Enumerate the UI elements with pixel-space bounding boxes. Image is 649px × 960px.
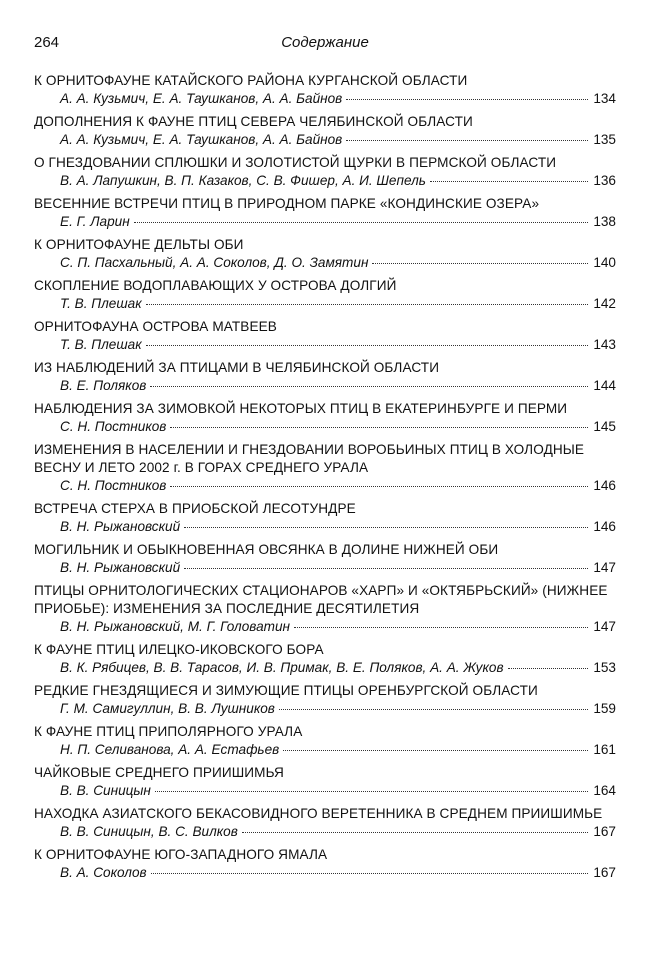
entry-title: СКОПЛЕНИЕ ВОДОПЛАВАЮЩИХ У ОСТРОВА ДОЛГИЙ bbox=[34, 278, 397, 293]
entry-page-number: 136 bbox=[593, 173, 616, 188]
dot-leader bbox=[151, 873, 588, 874]
entry-authors-line bbox=[34, 700, 616, 718]
entry-title: ПТИЦЫ ОРНИТОЛОГИЧЕСКИХ СТАЦИОНАРОВ «ХАРП» И «ОКТЯБРЬСКИЙ» (НИЖНЕЕ ПРИОБЬЕ): ИЗМЕНЕНИЯ ЗА ПОСЛЕДНИЕ ДЕСЯТИЛЕТИЯ bbox=[34, 583, 608, 616]
entry-page-number: 146 bbox=[593, 478, 616, 493]
entry-authors-line bbox=[34, 295, 616, 313]
toc-entry bbox=[34, 400, 616, 436]
dot-leader bbox=[430, 181, 588, 182]
toc-entry bbox=[34, 277, 616, 313]
entry-page-number: 146 bbox=[593, 519, 616, 534]
toc-entry bbox=[34, 846, 616, 882]
entry-page-number: 159 bbox=[593, 701, 616, 716]
entry-authors-line bbox=[34, 782, 616, 800]
toc-entry bbox=[34, 359, 616, 395]
entry-title: ИЗМЕНЕНИЯ В НАСЕЛЕНИИ И ГНЕЗДОВАНИИ ВОРОБЬИНЫХ ПТИЦ В ХОЛОДНЫЕ ВЕСНУ И ЛЕТО 2002 г. В ГОРАХ СРЕДНЕГО УРАЛА bbox=[34, 442, 585, 475]
dot-leader bbox=[508, 668, 588, 669]
entry-authors-line bbox=[34, 213, 616, 231]
entry-title: РЕДКИЕ ГНЕЗДЯЩИЕСЯ И ЗИМУЮЩИЕ ПТИЦЫ ОРЕНБУРГСКОЙ ОБЛАСТИ bbox=[34, 683, 538, 698]
dot-leader bbox=[294, 627, 588, 628]
entry-authors: В. Н. Рыжановский, М. Г. Головатин bbox=[60, 619, 291, 634]
entry-title: К ОРНИТОФАУНЕ КАТАЙСКОГО РАЙОНА КУРГАНСКОЙ ОБЛАСТИ bbox=[34, 73, 468, 88]
entry-title: ИЗ НАБЛЮДЕНИЙ ЗА ПТИЦАМИ В ЧЕЛЯБИНСКОЙ ОБЛАСТИ bbox=[34, 360, 440, 375]
entry-page-number: 138 bbox=[593, 214, 616, 229]
dot-leader bbox=[279, 709, 588, 710]
toc-entry bbox=[34, 113, 616, 149]
entry-title: К ФАУНЕ ПТИЦ ИЛЕЦКО-ИКОВСКОГО БОРА bbox=[34, 642, 324, 657]
dot-leader bbox=[134, 222, 588, 223]
dot-leader bbox=[170, 486, 588, 487]
entry-authors-line bbox=[34, 477, 616, 495]
entry-page-number: 153 bbox=[593, 660, 616, 675]
toc-entry bbox=[34, 541, 616, 577]
dot-leader bbox=[170, 427, 588, 428]
entry-authors: В. К. Рябицев, В. В. Тарасов, И. В. Примак, В. Е. Поляков, А. А. Жуков bbox=[60, 660, 504, 675]
section-title: Содержание bbox=[281, 34, 369, 51]
entry-page-number: 144 bbox=[593, 378, 616, 393]
page-header bbox=[34, 34, 616, 54]
entry-title: ВСТРЕЧА СТЕРХА В ПРИОБСКОЙ ЛЕСОТУНДРЕ bbox=[34, 501, 356, 516]
entry-authors: А. А. Кузьмич, Е. А. Таушканов, А. А. Байнов bbox=[60, 91, 343, 106]
entry-authors: Т. В. Плешак bbox=[60, 296, 142, 311]
dot-leader bbox=[242, 832, 588, 833]
entry-authors-line bbox=[34, 254, 616, 272]
dot-leader bbox=[184, 568, 588, 569]
entry-authors: В. А. Соколов bbox=[60, 865, 147, 880]
entry-page-number: 135 bbox=[593, 132, 616, 147]
entry-authors-line bbox=[34, 131, 616, 149]
toc-entry bbox=[34, 500, 616, 536]
toc-entry bbox=[34, 195, 616, 231]
entry-authors: В. В. Синицын, В. С. Вилков bbox=[60, 824, 238, 839]
toc-entry bbox=[34, 805, 616, 841]
entry-authors: Т. В. Плешак bbox=[60, 337, 142, 352]
entry-authors-line bbox=[34, 823, 616, 841]
entry-title: К ОРНИТОФАУНЕ ДЕЛЬТЫ ОБИ bbox=[34, 237, 244, 252]
entry-authors-line bbox=[34, 864, 616, 882]
entry-title: О ГНЕЗДОВАНИИ СПЛЮШКИ И ЗОЛОТИСТОЙ ЩУРКИ В ПЕРМСКОЙ ОБЛАСТИ bbox=[34, 155, 557, 170]
entry-title: ВЕСЕННИЕ ВСТРЕЧИ ПТИЦ В ПРИРОДНОМ ПАРКЕ «КОНДИНСКИЕ ОЗЕРА» bbox=[34, 196, 540, 211]
entry-authors: В. А. Лапушкин, В. П. Казаков, С. В. Фишер, А. И. Шепель bbox=[60, 173, 426, 188]
entry-page-number: 167 bbox=[593, 865, 616, 880]
toc-entry bbox=[34, 682, 616, 718]
entry-page-number: 147 bbox=[593, 619, 616, 634]
table-of-contents bbox=[34, 72, 616, 887]
entry-page-number: 147 bbox=[593, 560, 616, 575]
dot-leader bbox=[283, 750, 588, 751]
dot-leader bbox=[146, 345, 588, 346]
entry-authors: В. В. Синицын bbox=[60, 783, 151, 798]
entry-authors-line bbox=[34, 172, 616, 190]
toc-entry bbox=[34, 72, 616, 108]
entry-authors: Е. Г. Ларин bbox=[60, 214, 130, 229]
toc-entry bbox=[34, 318, 616, 354]
entry-page-number: 161 bbox=[593, 742, 616, 757]
entry-authors-line bbox=[34, 559, 616, 577]
toc-entry bbox=[34, 236, 616, 272]
entry-authors: С. Н. Постников bbox=[60, 478, 167, 493]
entry-title: ДОПОЛНЕНИЯ К ФАУНЕ ПТИЦ СЕВЕРА ЧЕЛЯБИНСКОЙ ОБЛАСТИ bbox=[34, 114, 473, 129]
entry-authors: С. П. Пасхальный, А. А. Соколов, Д. О. Замятин bbox=[60, 255, 369, 270]
entry-title: НАБЛЮДЕНИЯ ЗА ЗИМОВКОЙ НЕКОТОРЫХ ПТИЦ В ЕКАТЕРИНБУРГЕ И ПЕРМИ bbox=[34, 401, 568, 416]
entry-page-number: 167 bbox=[593, 824, 616, 839]
dot-leader bbox=[372, 263, 588, 264]
entry-title: К ФАУНЕ ПТИЦ ПРИПОЛЯРНОГО УРАЛА bbox=[34, 724, 303, 739]
entry-authors-line bbox=[34, 741, 616, 759]
entry-page-number: 134 bbox=[593, 91, 616, 106]
toc-entry bbox=[34, 154, 616, 190]
toc-entry bbox=[34, 641, 616, 677]
entry-authors: В. Е. Поляков bbox=[60, 378, 147, 393]
entry-authors-line bbox=[34, 418, 616, 436]
dot-leader bbox=[155, 791, 588, 792]
entry-page-number: 164 bbox=[593, 783, 616, 798]
entry-title: МОГИЛЬНИК И ОБЫКНОВЕННАЯ ОВСЯНКА В ДОЛИНЕ НИЖНЕЙ ОБИ bbox=[34, 542, 499, 557]
toc-entry bbox=[34, 764, 616, 800]
entry-authors: А. А. Кузьмич, Е. А. Таушканов, А. А. Байнов bbox=[60, 132, 343, 147]
dot-leader bbox=[150, 386, 588, 387]
entry-title: ЧАЙКОВЫЕ СРЕДНЕГО ПРИИШИМЬЯ bbox=[34, 765, 284, 780]
toc-entry bbox=[34, 582, 616, 636]
entry-title: ОРНИТОФАУНА ОСТРОВА МАТВЕЕВ bbox=[34, 319, 277, 334]
entry-title: К ОРНИТОФАУНЕ ЮГО-ЗАПАДНОГО ЯМАЛА bbox=[34, 847, 328, 862]
dot-leader bbox=[346, 99, 588, 100]
toc-entry bbox=[34, 441, 616, 495]
entry-authors-line bbox=[34, 618, 616, 636]
entry-authors: С. Н. Постников bbox=[60, 419, 167, 434]
entry-authors: Г. М. Самигуллин, В. В. Лушников bbox=[60, 701, 275, 716]
entry-authors-line bbox=[34, 336, 616, 354]
entry-authors: Н. П. Селиванова, А. А. Естафьев bbox=[60, 742, 280, 757]
entry-page-number: 140 bbox=[593, 255, 616, 270]
toc-entry bbox=[34, 723, 616, 759]
dot-leader bbox=[146, 304, 588, 305]
entry-authors: В. Н. Рыжановский bbox=[60, 519, 181, 534]
entry-authors-line bbox=[34, 518, 616, 536]
entry-authors-line bbox=[34, 90, 616, 108]
page-number: 264 bbox=[34, 34, 60, 51]
entry-page-number: 145 bbox=[593, 419, 616, 434]
entry-authors-line bbox=[34, 377, 616, 395]
entry-title: НАХОДКА АЗИАТСКОГО БЕКАСОВИДНОГО ВЕРЕТЕННИКА В СРЕДНЕМ ПРИИШИМЬЕ bbox=[34, 806, 603, 821]
dot-leader bbox=[184, 527, 588, 528]
dot-leader bbox=[346, 140, 588, 141]
entry-authors: В. Н. Рыжановский bbox=[60, 560, 181, 575]
entry-page-number: 143 bbox=[593, 337, 616, 352]
entry-page-number: 142 bbox=[593, 296, 616, 311]
entry-authors-line bbox=[34, 659, 616, 677]
